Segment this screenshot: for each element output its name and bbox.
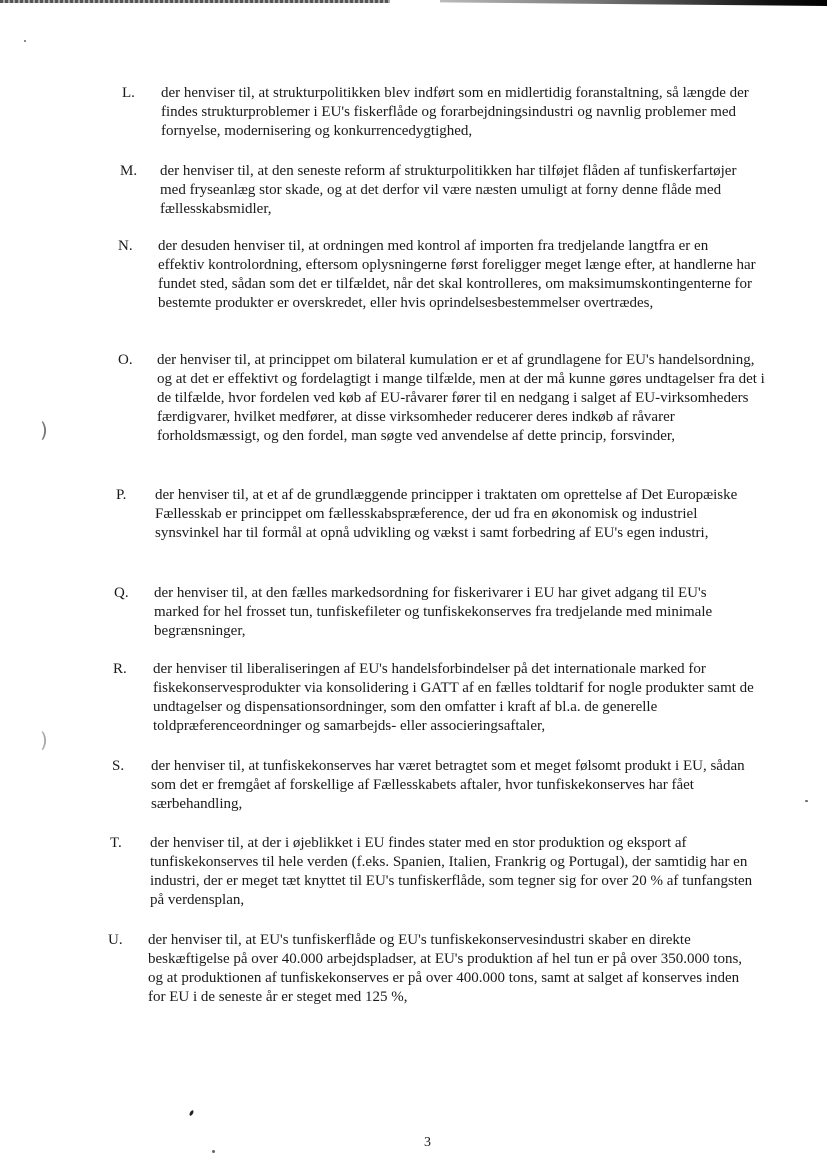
clause-letter: U. (108, 932, 123, 948)
clause-text: der henviser til, at tunfiskekonserves har været betragtet som et meget følsomt produkt i EU, sådan som det er fremgået af forskellige af Fællesskabets aftaler, hvor tunfiskekonserves har fået særbehandling, (151, 758, 745, 812)
clause-text: der desuden henviser til, at ordningen med kontrol af importen fra tredjelande langtfra er en effektiv kontrolordning, eftersom oplysningerne først foreligger meget længe efter, at handlerne har fundet sted, sådan som det er tilfældet, når det skal kontrolleres, om maksimumskontingenterne for bestemte produkter er overskredet, eller hvis oprindelsesbestemmelser overtrædes, (158, 238, 756, 311)
clause-letter: R. (113, 661, 127, 677)
clause-text: der henviser til liberaliseringen af EU's handelsforbindelser på det internationale marked for fiskekonservesprodukter via konsolidering i GATT af en fælles toldtarif for nogle produkter samt de undtagelser og dispensationsordninger, som den omfatter i kraft af bl.a. de generelle toldpræferenceordninger og samarbejds- eller associeringsaftaler, (153, 661, 754, 734)
scan-speck (805, 800, 808, 802)
clause-text: der henviser til, at EU's tunfiskerflåde og EU's tunfiskekonservesindustri skaber en direkte beskæftigelse på over 40.000 arbejdspladser, at EU's produktion af hel tun er på over 350.000 tons, og at produktionen af tunfiskekonserves er på over 400.000 tons, samt at salget af konserves inden for EU i de seneste år er steget med 125 %, (148, 932, 743, 1005)
clause-letter: S. (112, 758, 125, 774)
clause-letter: M. (120, 163, 138, 179)
clause-text: der henviser til, at den seneste reform af strukturpolitikken har tilføjet flåden af tunfiskerfartøjer med fryseanlæg stor skade, og at det derfor vil være næsten umuligt at forny denne flåde med fællesskabsmidler, (160, 163, 737, 217)
clause-letter: N. (118, 238, 133, 254)
clause-text: der henviser til, at et af de grundlæggende principper i traktaten om oprettelse af Det Europæiske Fællesskab er princippet om fællesskabspræference, der ud fra en økonomisk og industriel synsvinkel har til formål at opnå udvikling og vækst i samt forbedring af EU's egen industri, (155, 487, 738, 541)
punch-hole-mark: ) (40, 728, 48, 752)
scan-speck (24, 40, 26, 42)
scan-edge-artifact-left (0, 0, 390, 3)
clause-text: der henviser til, at den fælles markedsordning for fiskerivarer i EU har givet adgang til EU's marked for hel frosset tun, tunfiskefileter og tunfiskekonserves fra tredjelande med minimale begrænsninger, (154, 585, 713, 639)
clause-letter: T. (110, 835, 122, 851)
clause-text: der henviser til, at der i øjeblikket i EU findes stater med en stor produktion og eksport af tunfiskekonserves til hele verden (f.eks. Spanien, Italien, Frankrig og Portugal), der samtidig har en industri, der er meget tæt knyttet til EU's tunfiskerflåde, som tegner sig for over 20 % af tunfangsten på verdensplan, (150, 835, 753, 908)
clause-text: der henviser til, at princippet om bilateral kumulation er et af grundlagene for EU's handelsordning, og at det er effektivt og fordelagtigt i mange tilfælde, men at der må kunne gøres undtagelser fra det i de tilfælde, hvor fordelen ved køb af EU-råvarer fører til en nedgang i salget af EU-virksomheders færdigvarer, hvilket medfører, at disse virksomheder reducerer deres indkøb af råvarer forholdsmæssigt, og den fordel, man søgte ved anvendelse af dette princip, forsvinder, (157, 352, 765, 444)
clause-letter: O. (118, 352, 133, 368)
clause-text: der henviser til, at strukturpolitikken blev indført som en midlertidig foranstaltning, så længde der findes strukturproblemer i EU's fiskerflåde og forarbejdningsindustri og navnlig problemer med fornyelse, modernisering og konkurrencedygtighed, (161, 85, 749, 139)
clause-letter: L. (122, 85, 135, 101)
clause-letter: P. (116, 487, 127, 503)
scan-edge-artifact-right (440, 0, 827, 6)
scan-speck (189, 1110, 195, 1117)
page-number: 3 (424, 1135, 431, 1150)
punch-hole-mark: ) (40, 418, 48, 442)
clause-letter: Q. (114, 585, 129, 601)
